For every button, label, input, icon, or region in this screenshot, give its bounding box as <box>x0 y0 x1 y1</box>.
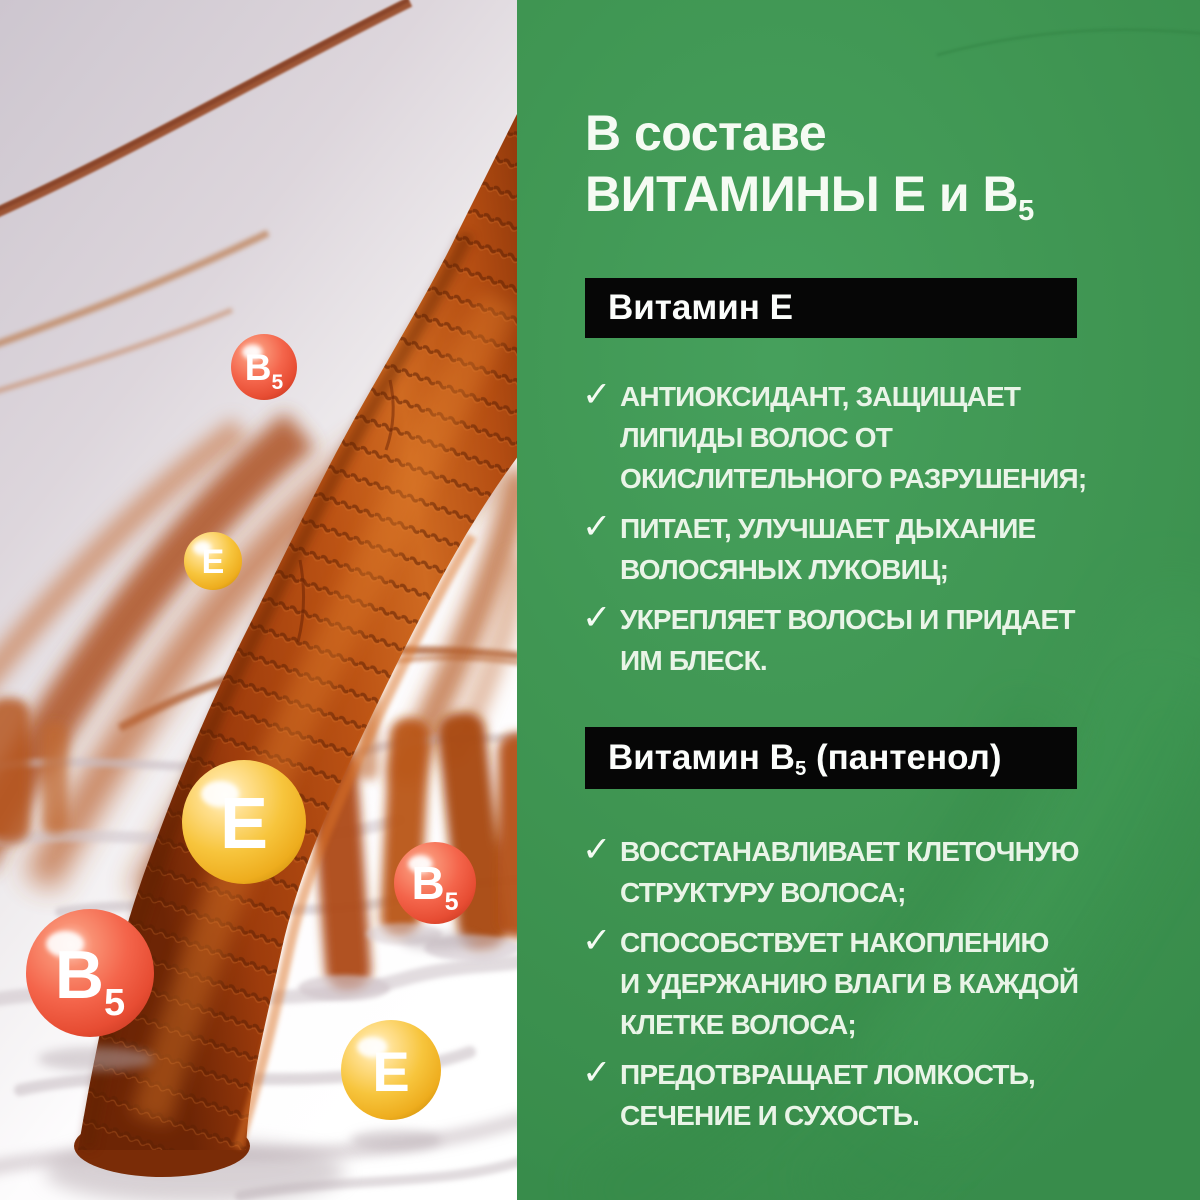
check-icon: ✓ <box>582 921 612 961</box>
check-icon: ✓ <box>582 598 612 638</box>
section-header-vitamin-b5: Витамин В5 (пантенол) <box>585 727 1077 789</box>
vitamin-ball-e-large <box>182 760 306 884</box>
title-line2: ВИТАМИНЫ Е и В5 <box>585 166 1035 227</box>
svg-text:B5: $B_5$ <box>244 347 284 394</box>
svg-text:E: E <box>372 1040 410 1103</box>
vitamin-ball-e-small <box>184 532 242 590</box>
title-line1: В составе <box>585 105 827 161</box>
check-icon: ✓ <box>582 507 612 547</box>
vitamin-e-benefits-list <box>582 375 1125 690</box>
section-header-vitamin-e: Витамин Е <box>585 278 1077 338</box>
svg-text:E: E <box>201 543 225 581</box>
info-panel <box>517 0 1200 1200</box>
title-subscript: 5 <box>1018 194 1035 227</box>
svg-text:E: E <box>219 784 269 864</box>
svg-text:B5: $B_5$ <box>411 857 459 916</box>
panel-content <box>517 0 1200 1200</box>
check-icon: ✓ <box>582 830 612 870</box>
vitamin-b5-benefits-list <box>582 830 1125 1145</box>
vitamin-ball-b5-small <box>231 334 297 400</box>
benefit-item: ✓ АНТИОКСИДАНТ, ЗАЩИЩАЕТ ЛИПИДЫ ВОЛОС ОТ ОКИСЛИТЕЛЬНОГО РАЗРУШЕНИЯ; <box>582 375 1087 494</box>
benefit-item: ✓ УКРЕПЛЯЕТ ВОЛОСЫ И ПРИДАЕТ ИМ БЛЕСК. <box>582 598 1075 676</box>
benefit-item: ✓ СПОСОБСТВУЕТ НАКОПЛЕНИЮ И УДЕРЖАНИЮ ВЛАГИ В КАЖДОЙ КЛЕТКЕ ВОЛОСА; <box>582 921 1079 1040</box>
benefit-item: ✓ ПРЕДОТВРАЩАЕТ ЛОМКОСТЬ, СЕЧЕНИЕ И СУХОСТЬ. <box>582 1053 1036 1131</box>
svg-text:B5: $B_5$ <box>54 937 126 1024</box>
hair-photo <box>0 0 517 1200</box>
benefit-item: ✓ ВОССТАНАВЛИВАЕТ КЛЕТОЧНУЮ СТРУКТУРУ ВОЛОСА; <box>582 830 1079 908</box>
check-icon: ✓ <box>582 375 612 415</box>
check-icon: ✓ <box>582 1053 612 1093</box>
benefit-item: ✓ ПИТАЕТ, УЛУЧШАЕТ ДЫХАНИЕ ВОЛОСЯНЫХ ЛУКОВИЦ; <box>582 507 1036 585</box>
page-title <box>585 103 1034 233</box>
hair-photo-svg <box>0 0 517 1200</box>
b5-subscript: 5 <box>794 758 807 781</box>
